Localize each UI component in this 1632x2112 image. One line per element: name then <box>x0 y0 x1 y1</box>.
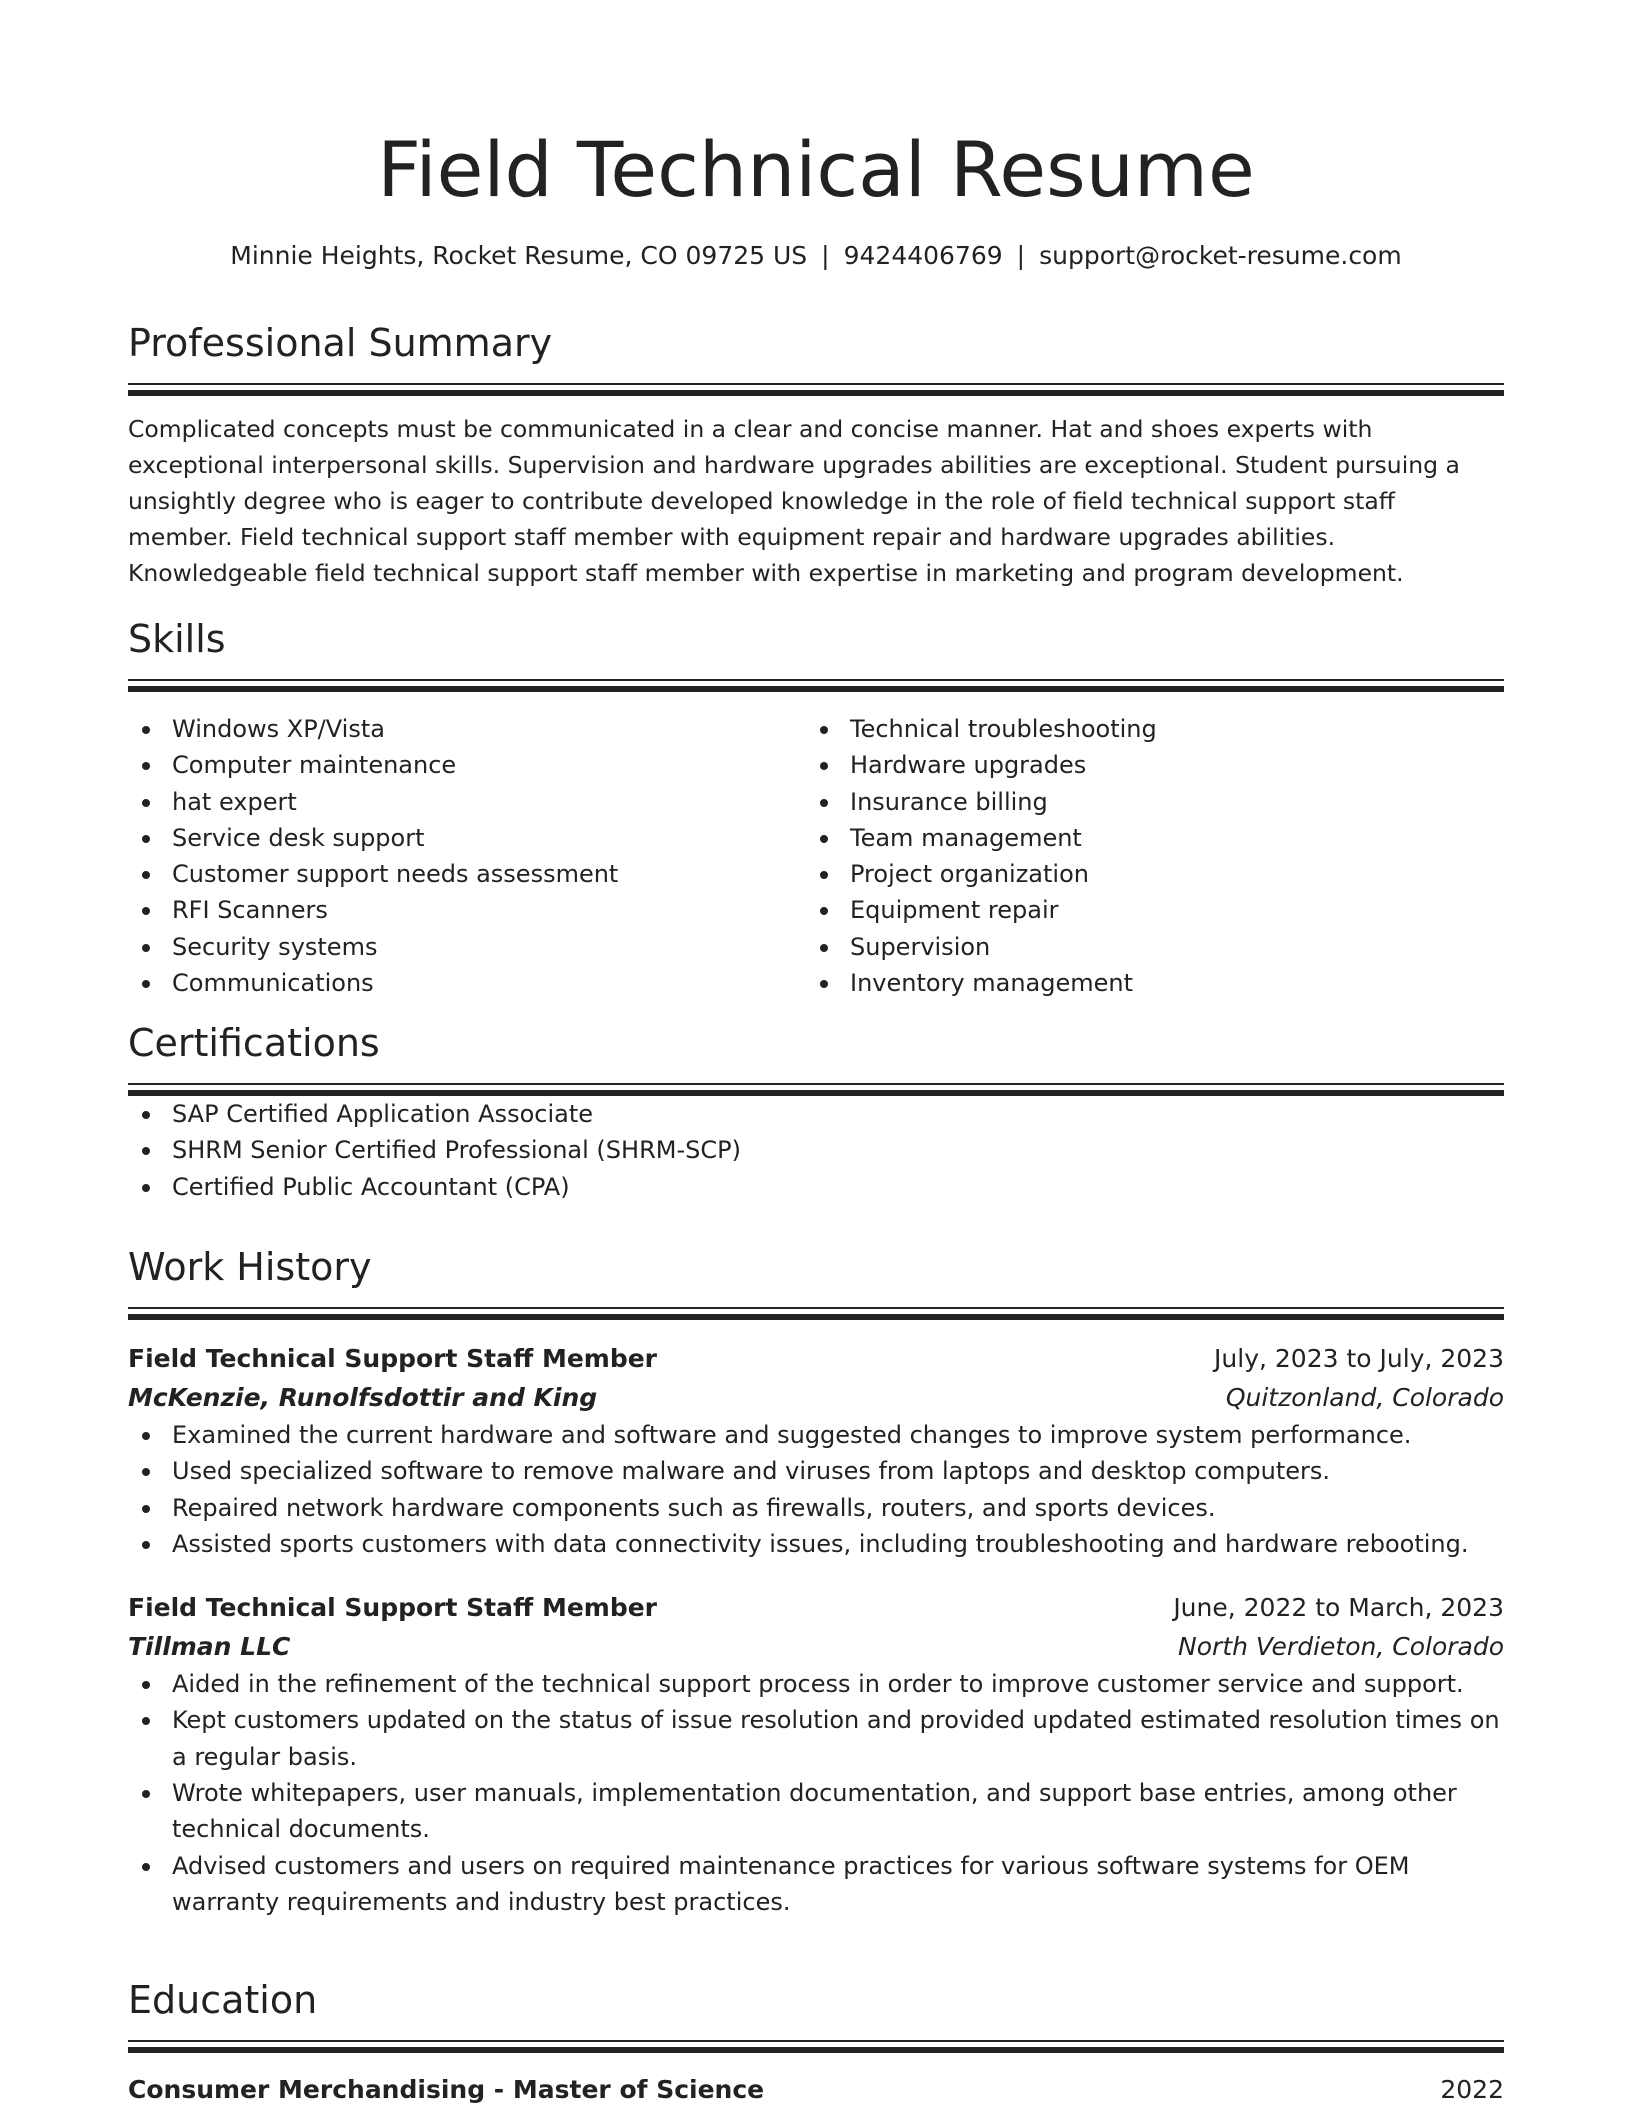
skills-section <box>128 613 1504 1001</box>
skill-item: Computer maintenance <box>128 747 806 783</box>
skill-item: Equipment repair <box>806 892 1484 928</box>
job-location: Quitzonland, Colorado <box>1225 1383 1504 1412</box>
skill-item: hat expert <box>128 784 806 820</box>
job-bullets <box>128 1417 1504 1562</box>
certifications-heading: Certifications <box>128 1021 380 1065</box>
certifications-list <box>128 1096 1504 1205</box>
education-heading: Education <box>128 1978 318 2022</box>
job-bullet: Wrote whitepapers, user manuals, implementation documentation, and support base entries, among other technical documents. <box>128 1775 1504 1848</box>
job-header <box>128 1588 1504 1627</box>
job-bullet: Advised customers and users on required maintenance practices for various software systems for OEM warranty requirements and industry best practices. <box>128 1848 1504 1921</box>
education-section <box>128 1974 1504 2108</box>
skill-item: Supervision <box>806 929 1484 965</box>
contact-address: Minnie Heights, Rocket Resume, CO 09725 US <box>230 241 808 270</box>
skill-item: Service desk support <box>128 820 806 856</box>
skill-item: Technical troubleshooting <box>806 711 1484 747</box>
skills-heading: Skills <box>128 617 226 661</box>
summary-text: Complicated concepts must be communicated in a clear and concise manner. Hat and shoes experts with exceptional interpersonal skills. Supervision and hardware upgrades abilities are exceptional. Student pursuing a unsightly degree who is eager to contribute developed knowledge in the role of field technical support staff member. Field technical support staff member with equipment repair and hardware upgrades abilities. Knowledgeable field technical support staff member with expertise in marketing and program development. <box>128 415 1460 587</box>
skill-item: RFI Scanners <box>128 892 806 928</box>
job-bullet: Examined the current hardware and software and suggested changes to improve system performance. <box>128 1417 1504 1453</box>
skill-item: Hardware upgrades <box>806 747 1484 783</box>
job-dates: July, 2023 to July, 2023 <box>1214 1344 1504 1373</box>
job-bullet: Assisted sports customers with data connectivity issues, including troubleshooting and hardware rebooting. <box>128 1526 1504 1562</box>
contact-separator: | <box>1016 241 1026 270</box>
skill-item: Team management <box>806 820 1484 856</box>
certifications-section <box>128 1017 1504 1205</box>
skill-item: Communications <box>128 965 806 1001</box>
work-history-heading: Work History <box>128 1245 372 1289</box>
job-entry <box>128 1339 1504 1562</box>
summary-heading: Professional Summary <box>128 321 553 365</box>
skill-item: Customer support needs assessment <box>128 856 806 892</box>
job-bullets <box>128 1666 1504 1920</box>
section-divider <box>128 383 1504 396</box>
job-company: McKenzie, Runolfsdottir and King <box>128 1383 598 1412</box>
job-title: Field Technical Support Staff Member <box>128 1593 658 1623</box>
skill-item: Security systems <box>128 929 806 965</box>
certification-item: SHRM Senior Certified Professional (SHRM-SCP) <box>128 1132 1504 1168</box>
skills-right-column <box>806 711 1484 1001</box>
job-bullet: Aided in the refinement of the technical support process in order to improve customer service and support. <box>128 1666 1504 1702</box>
job-entry <box>128 1588 1504 1920</box>
section-divider <box>128 679 1504 692</box>
section-divider <box>128 1307 1504 1320</box>
job-company: Tillman LLC <box>128 1632 291 1662</box>
contact-separator: | <box>821 241 830 270</box>
contact-email: support@rocket-resume.com <box>1039 241 1402 270</box>
job-bullet: Used specialized software to remove malware and viruses from laptops and desktop computers. <box>128 1453 1504 1489</box>
certification-item: Certified Public Accountant (CPA) <box>128 1169 1504 1205</box>
skills-left-column <box>128 711 806 1001</box>
work-history-section <box>128 1241 1504 1920</box>
job-title: Field Technical Support Staff Member <box>128 1344 658 1373</box>
contact-line <box>128 238 1504 274</box>
skill-item: Inventory management <box>806 965 1484 1001</box>
resume-title: Field Technical Resume <box>377 125 1255 214</box>
section-divider <box>128 2040 1504 2053</box>
education-degree: Consumer Merchandising - Master of Science <box>128 2075 765 2104</box>
job-location: North Verdieton, Colorado <box>1178 1632 1504 1662</box>
summary-section <box>128 317 1504 591</box>
job-dates: June, 2022 to March, 2023 <box>1173 1593 1504 1623</box>
job-subheader <box>128 1627 1504 1666</box>
skill-item: Windows XP/Vista <box>128 711 806 747</box>
job-bullet: Repaired network hardware components such as firewalls, routers, and sports devices. <box>128 1490 1504 1526</box>
skill-item: Project organization <box>806 856 1484 892</box>
education-year: 2022 <box>1440 2075 1504 2104</box>
job-bullet: Kept customers updated on the status of issue resolution and provided updated estimated resolution times on a regular basis. <box>128 1702 1504 1775</box>
job-subheader <box>128 1378 1504 1417</box>
job-header <box>128 1339 1504 1378</box>
skill-item: Insurance billing <box>806 784 1484 820</box>
skills-grid <box>128 711 1504 1001</box>
education-entry <box>128 2072 1504 2108</box>
section-divider <box>128 1083 1504 1096</box>
certification-item: SAP Certified Application Associate <box>128 1096 1504 1132</box>
contact-phone: 9424406769 <box>843 241 1003 270</box>
